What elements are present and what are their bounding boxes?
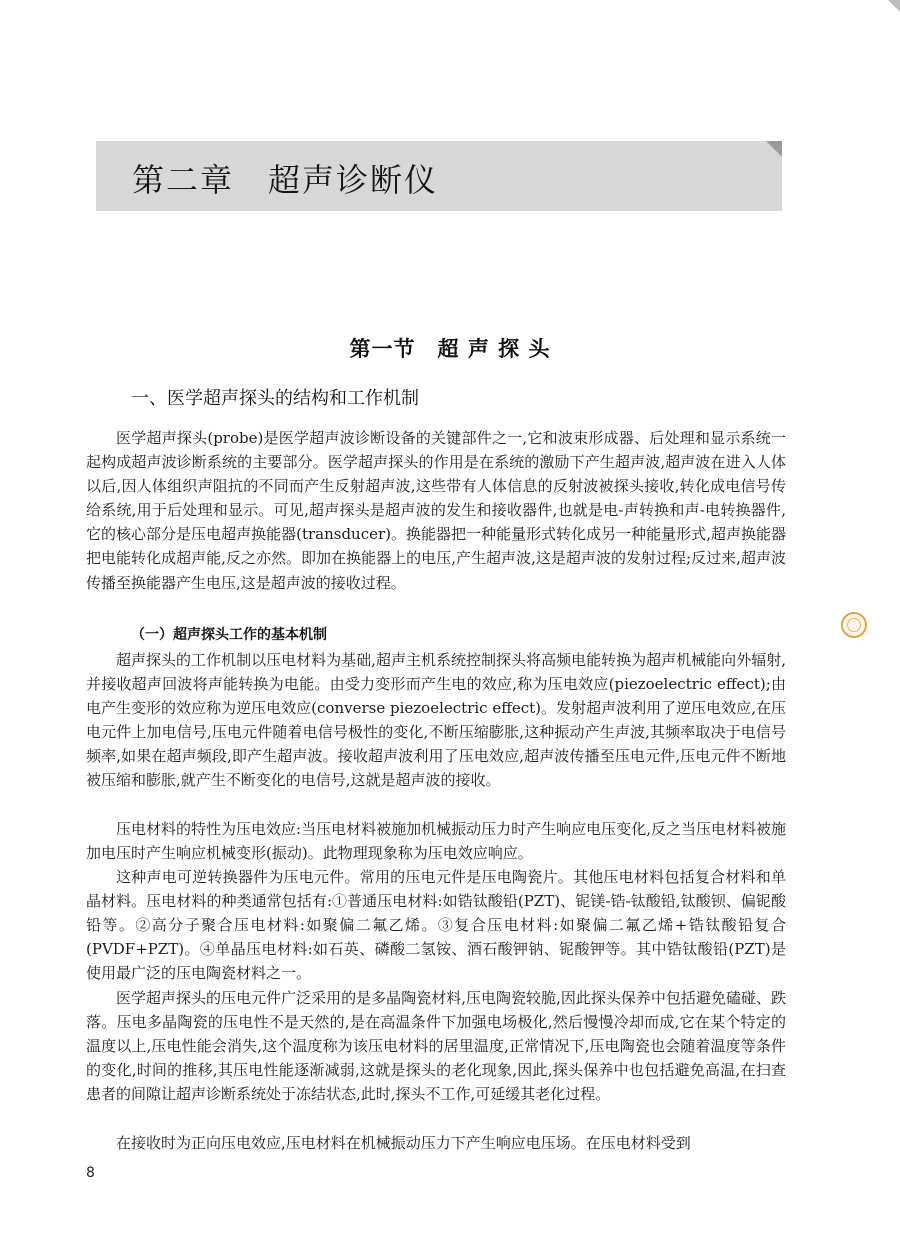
chapter-name: 超声诊断仪 [268,161,439,199]
page-corner-mark [888,0,900,12]
paragraph-piezo-property: 压电材料的特性为压电效应:当压电材料被施加机械振动压力时产生响应电压变化,反之当压电材料被施加电压时产生响应机械变形(振动)。此物理现象称为压电效应响应。 [86,820,786,863]
paragraph-working-mechanism: 超声探头的工作机制以压电材料为基础,超声主机系统控制探头将高频电能转换为超声机械能向外辐射,并接收超声回波将声能转换为电能。由受力变形而产生电的效应,称为压电效应(piezoelectric effect);由电产生变形的效应称为逆压电效应(converse piezoelectric effect)。发射超声波利用了逆压电效应,在压电元件上加电信号,压电元件随着电信号极性的变化,不断压缩膨胀,这种振动产生声波,其频率取决于电信号频率,如果在超声频段,即产生超声波。接收超声波利用了压电效应,超声波传播至压电元件,压电元件不断地被压缩和膨胀,就产生不断变化的电信号,这就是超声波的接收。 [86,651,786,790]
publisher-seal-icon [841,612,867,638]
chapter-banner [96,141,782,211]
chapter-number: 第二章 [132,161,235,199]
section-number: 第一节 [349,336,416,361]
section-title [0,333,900,363]
paragraph-ceramic-aging: 医学超声探头的压电元件广泛采用的是多晶陶瓷材料,压电陶瓷较脆,因此探头保养中包括避免磕碰、跌落。压电多晶陶瓷的压电性不是天然的,是在高温条件下加强电场极化,然后慢慢冷却而成,它在某个特定的温度以上,压电性能会消失,这个温度称为该压电材料的居里温度,正常情况下,压电陶瓷也会随着温度等条件的变化,时间的推移,其压电性能逐渐减弱,这就是探头的老化现象,因此,探头保养中也包括避免高温,在扫查患者的间隙让超声诊断系统处于冻结状态,此时,探头不工作,可延缓其老化过程。 [86,989,786,1104]
paragraph-receiving: 在接收时为正向压电效应,压电材料在机械振动压力下产生响应电压场。在压电材料受到 [116,1134,691,1152]
paragraph-piezo-materials: 这种声电可逆转换器件为压电元件。常用的压电元件是压电陶瓷片。其他压电材料包括复合材料和单晶材料。压电材料的种类通常包括有:①普通压电材料:如锆钛酸铅(PZT)、铌镁-锆-钛酸铅,钛酸钡、偏铌酸铅等。②高分子聚合压电材料:如聚偏二氟乙烯。③复合压电材料:如聚偏二氟乙烯+锆钛酸铅复合(PVDF+PZT)。④单晶压电材料:如石英、磷酸二氢铵、酒石酸钾钠、铌酸钾等。其中锆钛酸铅(PZT)是使用最广泛的压电陶瓷材料之一。 [86,868,786,983]
page-number: 8 [86,1165,95,1181]
subsection-heading: 一、医学超声探头的结构和工作机制 [131,388,419,409]
section-name: 超 声 探 头 [437,336,551,361]
paragraph-probe-intro: 医学超声探头(probe)是医学超声波诊断设备的关键部件之一,它和波束形成器、后处理和显示系统一起构成超声波诊断系统的主要部分。医学超声探头的作用是在系统的激励下产生超声波,超声波在进入人体以后,因人体组织声阻抗的不同而产生反射超声波,这些带有人体信息的反射波被探头接收,转化成电信号传给系统,用于后处理和显示。可见,超声探头是超声波的发生和接收器件,也就是电-声转换和声-电转换器件,它的核心部分是压电超声换能器(transducer)。换能器把一种能量形式转化成另一种能量形式,超声换能器把电能转化成超声能,反之亦然。即加在换能器上的电压,产生超声波,这是超声波的发射过程;反过来,超声波传播至换能器产生电压,这是超声波的接收过程。 [86,429,786,592]
banner-fold-shade [766,141,782,157]
sub-subsection-heading: （一）超声探头工作的基本机制 [131,627,327,643]
chapter-title [132,155,438,201]
